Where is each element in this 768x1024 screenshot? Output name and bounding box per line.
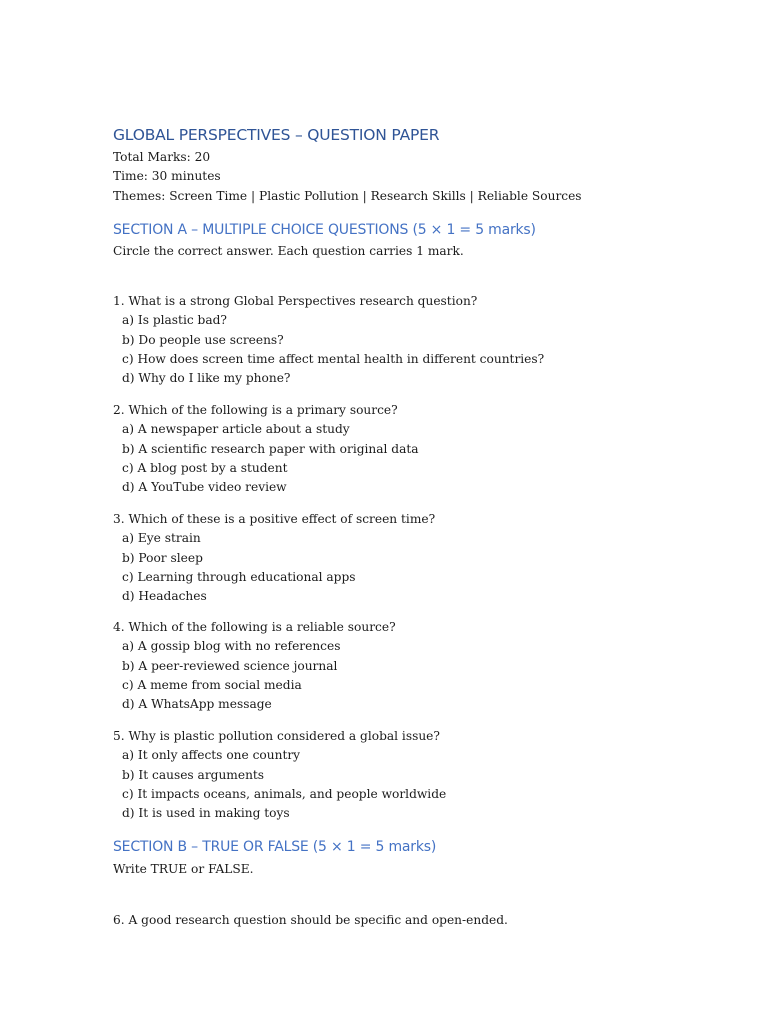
section-b-heading: SECTION B – TRUE OR FALSE (5 × 1 = 5 marks) bbox=[113, 839, 437, 855]
option-c: c) A blog post by a student bbox=[122, 460, 288, 475]
question-text: 4. Which of the following is a reliable source? bbox=[113, 620, 396, 634]
option-a: a) Eye strain bbox=[122, 531, 201, 546]
option-d: d) It is used in making toys bbox=[122, 806, 290, 821]
question-text: 3. Which of these is a positive effect of screen time? bbox=[113, 512, 436, 526]
section-b-instructions: Write TRUE or FALSE. bbox=[113, 862, 254, 876]
question-6 bbox=[113, 911, 508, 930]
option-d: d) A YouTube video review bbox=[122, 480, 287, 495]
question-3 bbox=[113, 510, 435, 606]
time-allowed: Time: 30 minutes bbox=[113, 169, 221, 184]
question-2 bbox=[113, 401, 419, 497]
question-text: 1. What is a strong Global Perspectives research question? bbox=[113, 294, 478, 308]
paper-meta bbox=[113, 148, 582, 206]
question-4 bbox=[113, 618, 396, 714]
option-a: a) Is plastic bad? bbox=[122, 313, 227, 328]
option-a: a) It only affects one country bbox=[122, 748, 301, 763]
option-b: b) It causes arguments bbox=[122, 767, 265, 782]
option-a: a) A newspaper article about a study bbox=[122, 422, 350, 437]
total-marks: Total Marks: 20 bbox=[113, 150, 211, 164]
paper-title: GLOBAL PERSPECTIVES – QUESTION PAPER bbox=[113, 126, 440, 144]
question-5 bbox=[113, 727, 446, 823]
question-text: 5. Why is plastic pollution considered a global issue? bbox=[113, 729, 440, 743]
option-c: c) Learning through educational apps bbox=[122, 569, 356, 584]
option-b: b) Poor sleep bbox=[122, 550, 203, 565]
option-d: d) Headaches bbox=[122, 589, 207, 604]
option-b: b) A scientific research paper with original data bbox=[122, 441, 419, 456]
question-text: 6. A good research question should be specific and open-ended. bbox=[113, 913, 508, 927]
question-text: 2. Which of the following is a primary source? bbox=[113, 403, 398, 417]
section-a-heading: SECTION A – MULTIPLE CHOICE QUESTIONS (5 × 1 = 5 marks) bbox=[113, 222, 536, 238]
option-d: d) Why do I like my phone? bbox=[122, 371, 291, 386]
option-c: c) It impacts oceans, animals, and people worldwide bbox=[122, 786, 447, 801]
option-d: d) A WhatsApp message bbox=[122, 697, 272, 712]
section-a-instructions: Circle the correct answer. Each question carries 1 mark. bbox=[113, 244, 464, 258]
option-a: a) A gossip blog with no references bbox=[122, 639, 341, 654]
option-c: c) How does screen time affect mental health in different countries? bbox=[122, 351, 545, 366]
option-c: c) A meme from social media bbox=[122, 677, 302, 692]
question-1 bbox=[113, 292, 544, 388]
themes: Themes: Screen Time | Plastic Pollution | Research Skills | Reliable Sources bbox=[113, 188, 582, 203]
option-b: b) Do people use screens? bbox=[122, 332, 284, 347]
option-b: b) A peer-reviewed science journal bbox=[122, 658, 338, 673]
